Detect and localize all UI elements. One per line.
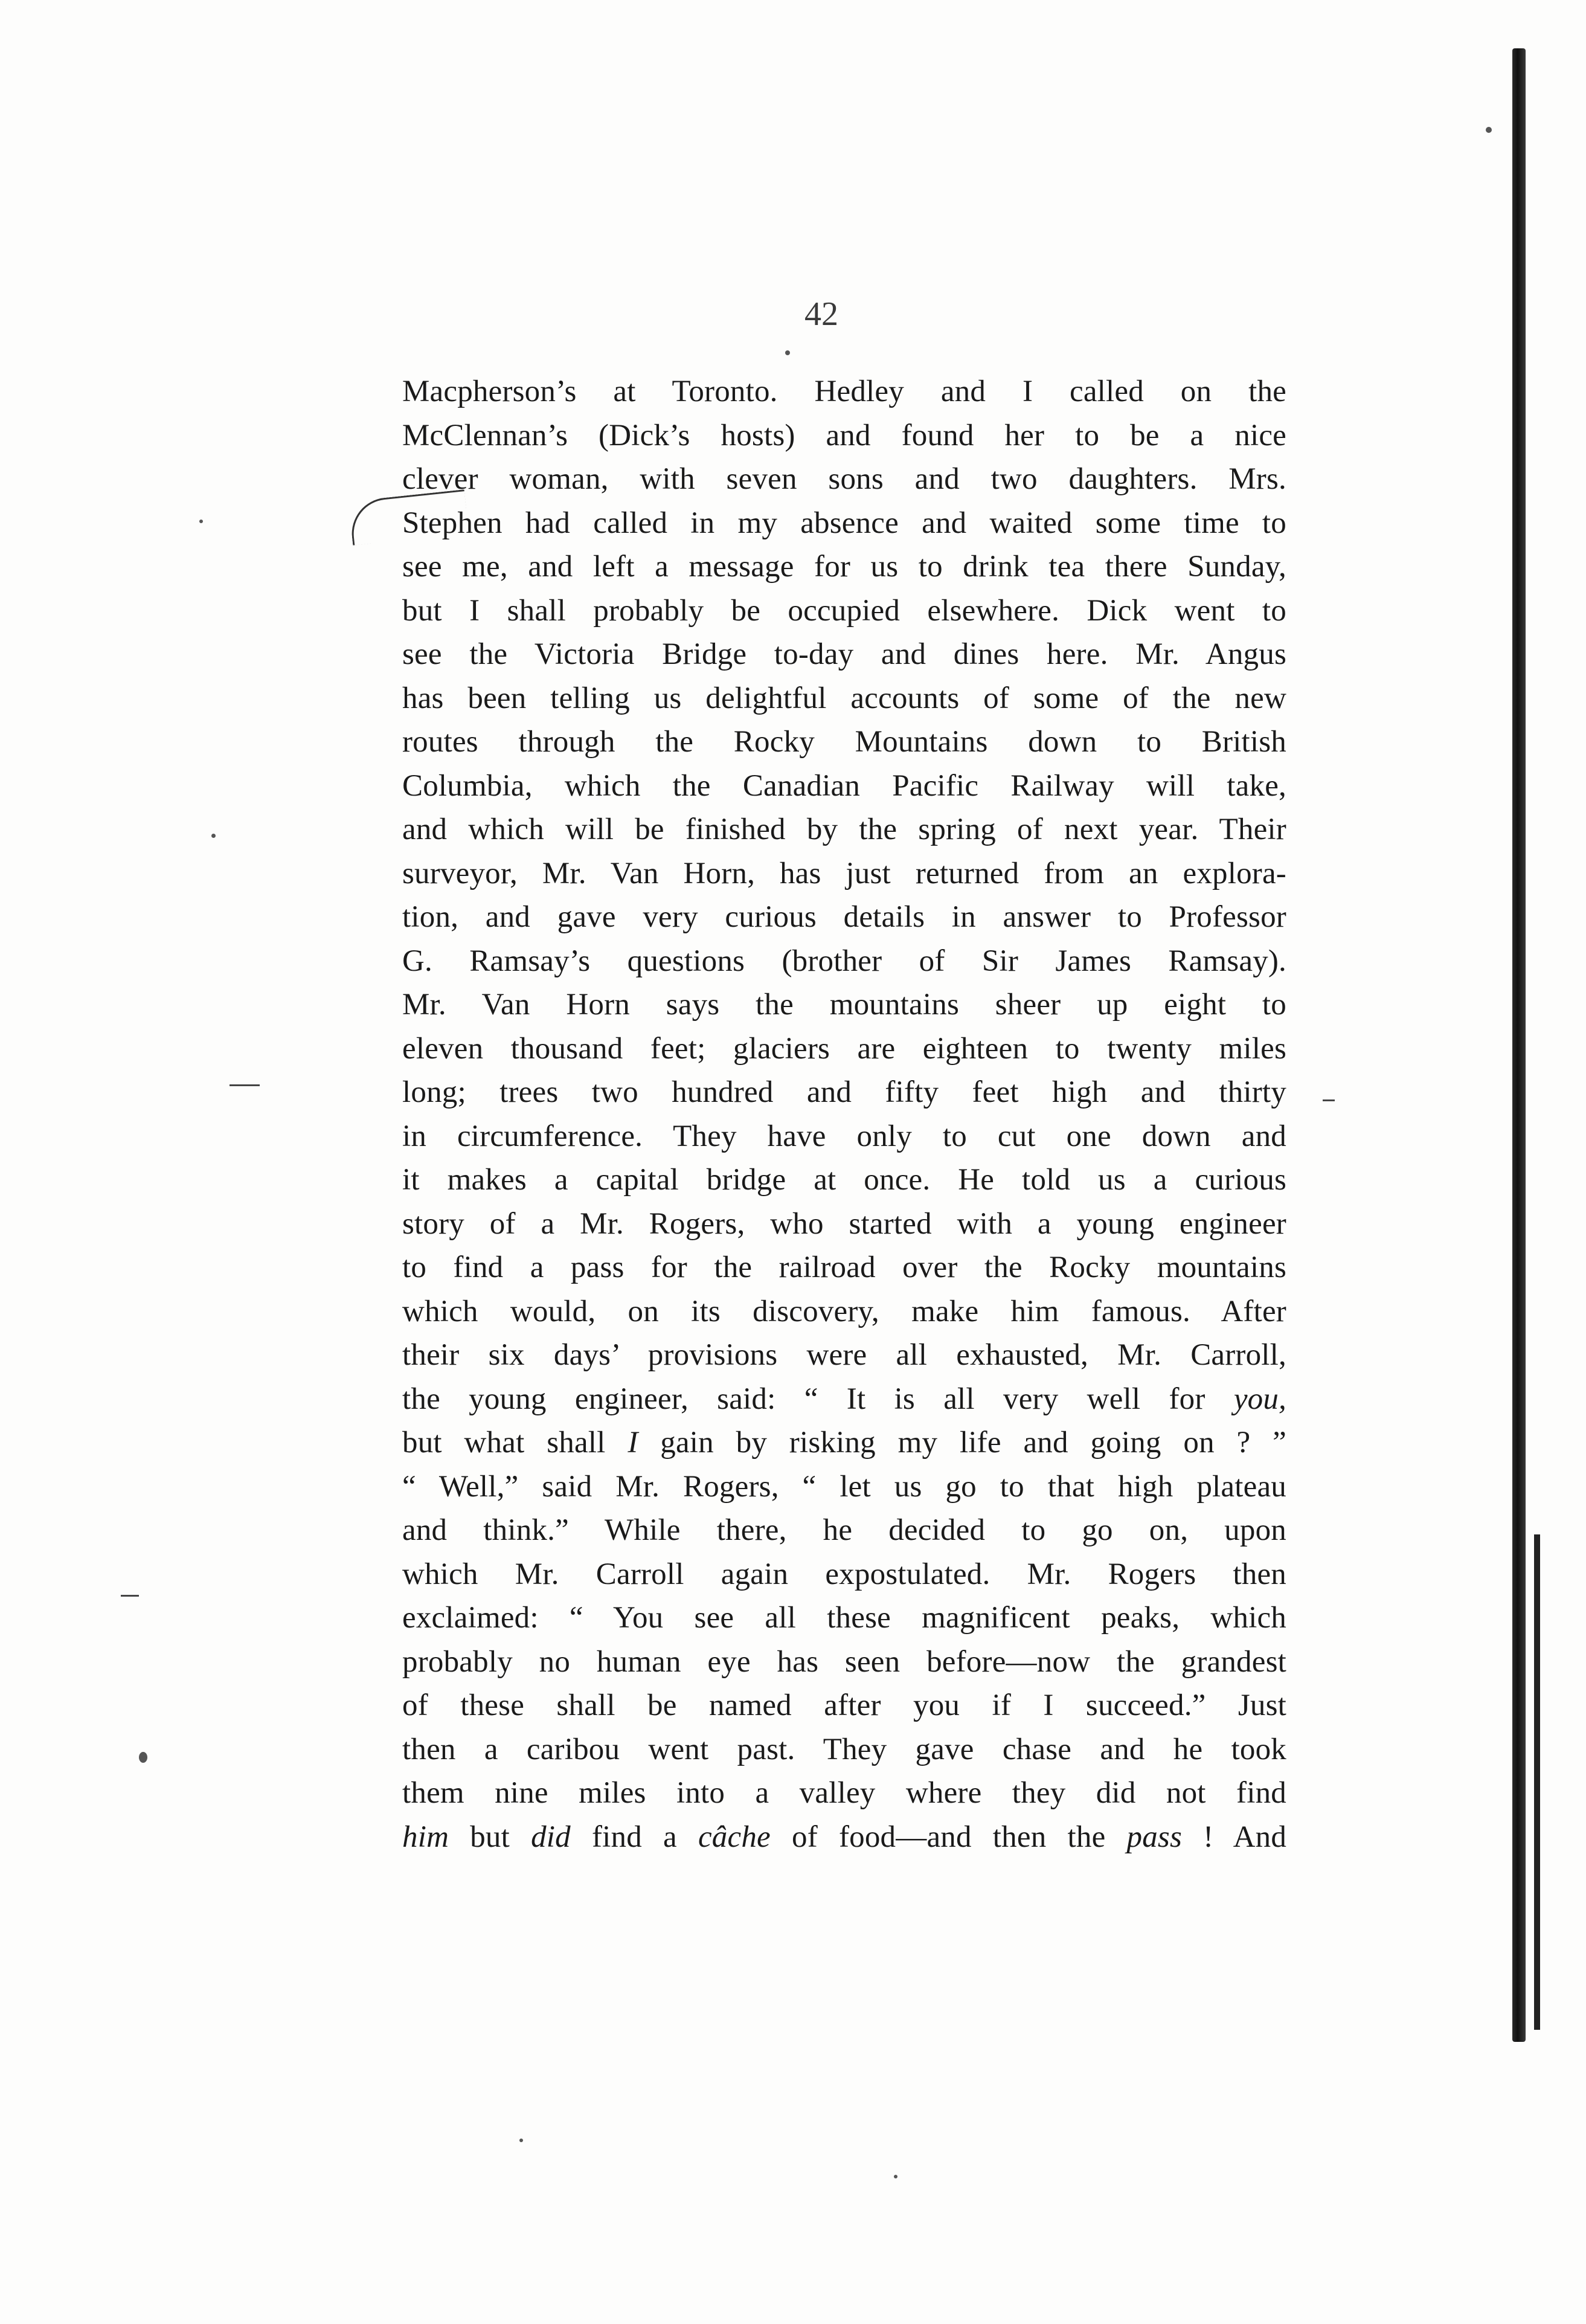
text-fragment: but what shall: [402, 1426, 628, 1460]
text-line: it makes a capital bridge at once. He told us a curious: [402, 1163, 1286, 1197]
italic-fragment: you,: [1233, 1382, 1286, 1416]
text-line: tion, and gave very curious details in answer to Professor: [402, 900, 1286, 934]
text-line: [402, 1421, 1286, 1465]
text-line: but I shall probably be occupied elsewhere. Dick went to: [402, 593, 1286, 628]
text-line: see the Victoria Bridge to-day and dines here. Mr. Angus: [402, 637, 1286, 671]
speck: [139, 1752, 147, 1763]
text-line: clever woman, with seven sons and two daughters. Mrs.: [402, 462, 1286, 496]
text-fragment: but: [449, 1820, 531, 1854]
text-fragment: of food—and then the: [770, 1820, 1127, 1854]
text-line: them nine miles into a valley where they did not find: [402, 1776, 1286, 1810]
italic-fragment: I: [628, 1426, 638, 1460]
text-fragment: find a: [570, 1820, 698, 1854]
text-line: [402, 1815, 1286, 1859]
text-fragment: ! And: [1182, 1820, 1287, 1854]
speck: [199, 520, 203, 523]
text-line: in circumference. They have only to cut one down and: [402, 1119, 1286, 1153]
speck: [519, 2139, 523, 2142]
text-line: has been telling us delightful accounts of some of the new: [402, 681, 1286, 715]
text-line: then a caribou went past. They gave chase and he took: [402, 1732, 1286, 1766]
text-line: see me, and left a message for us to drink tea there Sunday,: [402, 550, 1286, 584]
binding-edge-shadow: [1512, 48, 1526, 2042]
text-line: Columbia, which the Canadian Pacific Railway will take,: [402, 768, 1286, 803]
text-line: Mr. Van Horn says the mountains sheer up eight to: [402, 988, 1286, 1022]
binding-edge-shadow-lower: [1534, 1534, 1540, 2030]
text-line: “ Well,” said Mr. Rogers, “ let us go to that high plateau: [402, 1469, 1286, 1504]
text-line: G. Ramsay’s questions (brother of Sir James Ramsay).: [402, 944, 1286, 978]
text-line: Stephen had called in my absence and waited some time to: [402, 506, 1286, 540]
speck: [785, 350, 790, 355]
page-number: 42: [804, 295, 838, 333]
text-line: Macpherson’s at Toronto. Hedley and I called on the: [402, 375, 1286, 408]
text-line: to find a pass for the railroad over the Rocky mountains: [402, 1251, 1286, 1284]
text-line: which Mr. Carroll again expostulated. Mr. Rogers then: [402, 1557, 1286, 1591]
margin-dash: [230, 1084, 260, 1086]
speck: [1486, 127, 1492, 133]
text-line: which would, on its discovery, make him famous. After: [402, 1294, 1286, 1328]
text-line: eleven thousand feet; glaciers are eighteen to twenty miles: [402, 1031, 1286, 1066]
text-line: story of a Mr. Rogers, who started with a young engineer: [402, 1206, 1286, 1241]
text-line: [402, 1377, 1286, 1421]
italic-fragment: did: [531, 1820, 571, 1854]
text-fragment: the young engineer, said: “ It is all very well for: [402, 1382, 1234, 1416]
text-line: exclaimed: “ You see all these magnificent peaks, which: [402, 1601, 1286, 1635]
text-line: probably no human eye has seen before—now the grandest: [402, 1644, 1286, 1679]
text-line: and which will be finished by the spring of next year. Their: [402, 813, 1286, 846]
text-line: their six days’ provisions were all exhausted, Mr. Carroll,: [402, 1338, 1286, 1372]
text-line: and think.” While there, he decided to go on, upon: [402, 1513, 1286, 1547]
text-line: routes through the Rocky Mountains down to British: [402, 725, 1286, 759]
margin-dash: [1323, 1099, 1335, 1101]
text-fragment: gain by risking my life and going on ? ”: [638, 1426, 1286, 1460]
speck: [211, 834, 216, 838]
body-text: [402, 370, 1286, 1859]
text-line: McClennan’s (Dick’s hosts) and found her to be a nice: [402, 418, 1286, 452]
text-line: of these shall be named after you if I succeed.” Just: [402, 1688, 1286, 1722]
text-line: surveyor, Mr. Van Horn, has just returned from an explora-: [402, 856, 1286, 890]
margin-dash: [121, 1595, 139, 1597]
speck: [894, 2175, 897, 2178]
text-line: long; trees two hundred and fifty feet high and thirty: [402, 1075, 1286, 1109]
italic-fragment: pass: [1126, 1820, 1183, 1854]
italic-fragment: câche: [698, 1820, 771, 1854]
italic-fragment: him: [402, 1820, 449, 1854]
